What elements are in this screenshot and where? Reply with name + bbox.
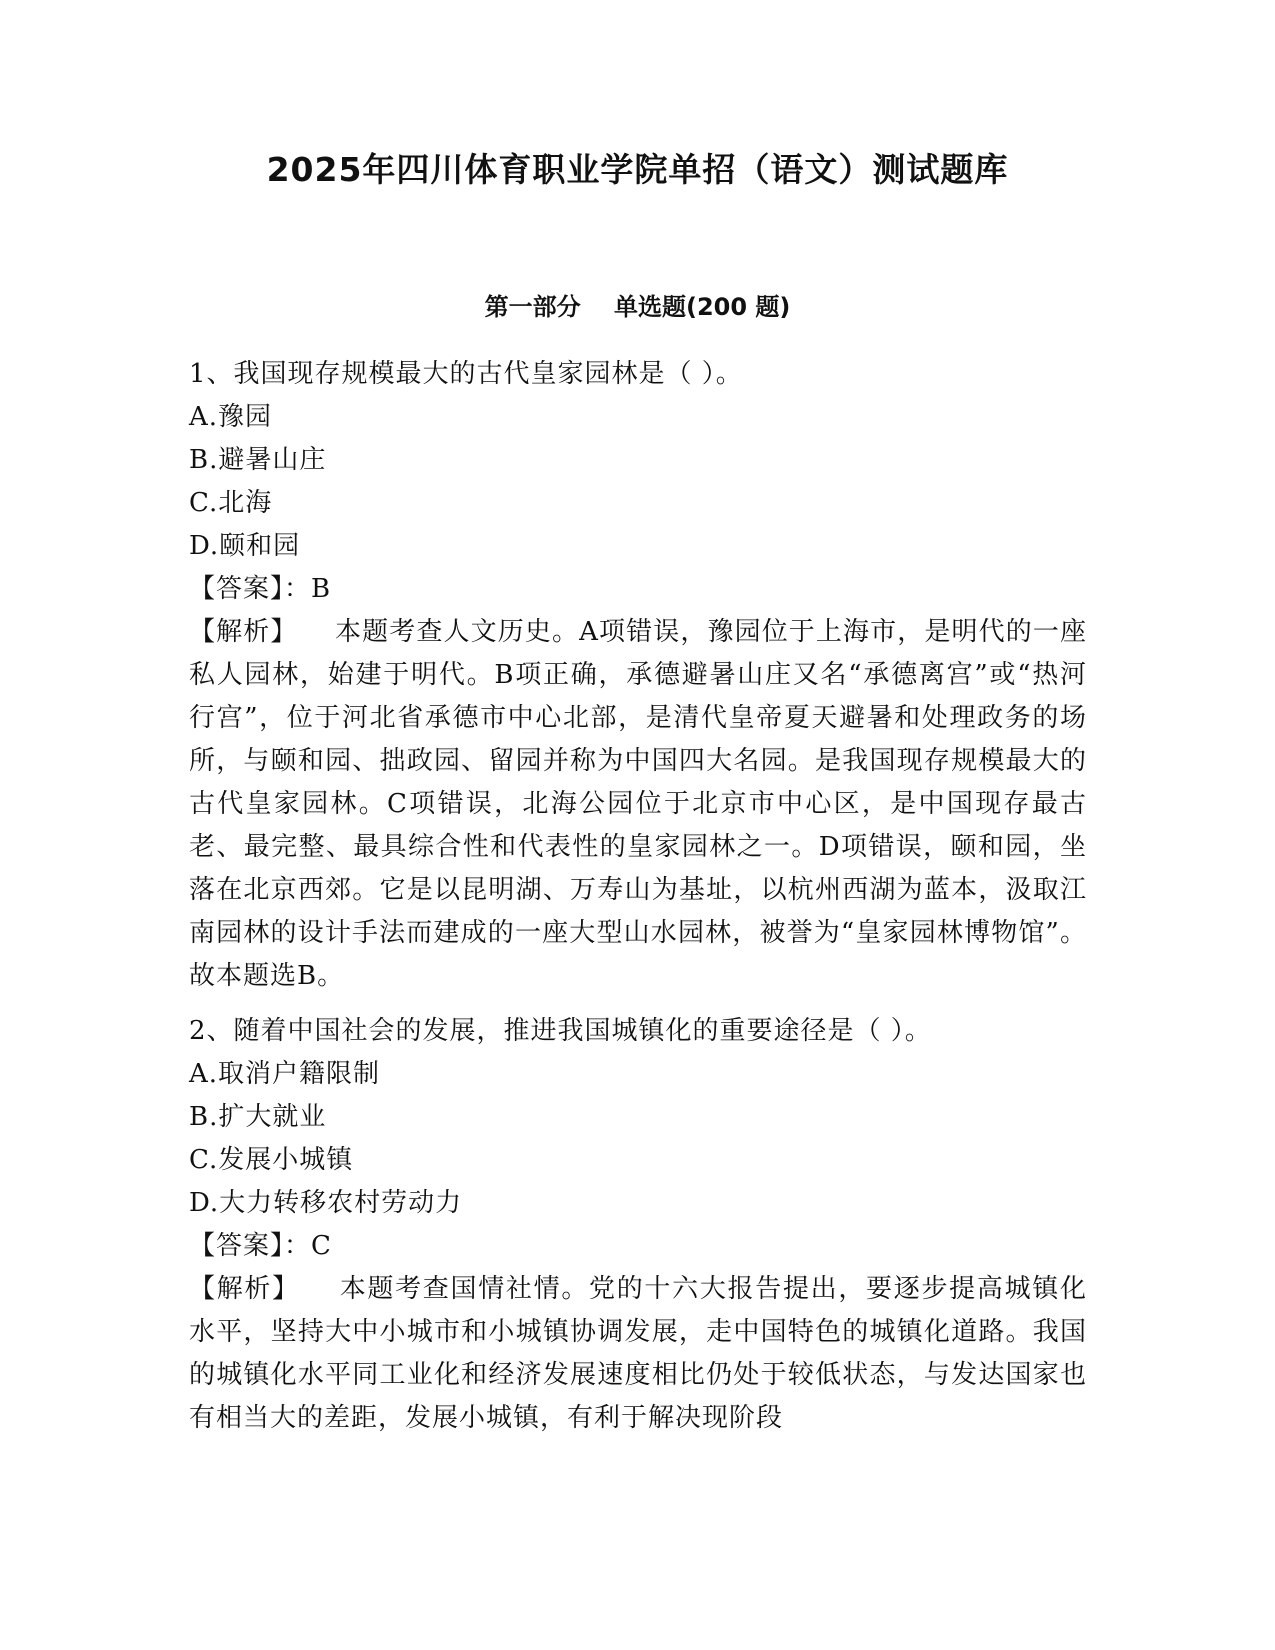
option-d: D.大力转移农村劳动力 — [189, 1188, 463, 1218]
analysis-text: 本题考查人文历史。A项错误，豫园位于上海市，是明代的一座私人园林，始建于明代。B项正确，承德避暑山庄又名“承德离宫”或“热河行宫”，位于河北省承德市中心北部，是清代皇帝夏天避暑和处理政务的场所，与颐和园、拙政园、留园并称为中国四大名园。是我国现存规模最大的古代皇家园林。C项错误，北海公园位于北京市中心区，是中国现存最古老、最完整、最具综合性和代表性的皇家园林之一。D项错误，颐和园，坐落在北京西郊。它是以昆明湖、万寿山为基址，以杭州西湖为蓝本，汲取江南园林的设计手法而建成的一座大型山水园林，被誉为“皇家园林博物馆”。故本题选B。 — [189, 617, 1087, 991]
answer-label: 【答案】： — [189, 1231, 312, 1261]
analysis-text: 本题考查国情社情。党的十六大报告提出，要逐步提高城镇化水平，坚持大中小城市和小城镇协调发展，走中国特色的城镇化道路。我国的城镇化水平同工业化和经济发展速度相比仍处于较低状态，与发达国家也有相当大的差距，发展小城镇，有利于解决现阶段 — [189, 1274, 1087, 1433]
analysis-paragraph — [189, 1268, 1087, 1440]
answer-value: C — [311, 1231, 332, 1261]
questions-content — [189, 353, 1087, 1452]
option-c: C.发展小城镇 — [189, 1145, 354, 1175]
option-a: A.取消户籍限制 — [189, 1059, 381, 1089]
question-2 — [189, 1010, 1087, 1440]
analysis-label: 【解析】 — [189, 1274, 340, 1304]
question-stem: 1、我国现存规模最大的古代皇家园林是（ ）。 — [189, 359, 743, 389]
answer-line — [189, 1225, 1087, 1268]
answer-value: B — [311, 574, 332, 604]
option-b: B.避暑山庄 — [189, 445, 327, 475]
question-1 — [189, 353, 1087, 998]
option-b: B.扩大就业 — [189, 1102, 327, 1132]
option-a: A.豫园 — [189, 402, 273, 432]
option-c: C.北海 — [189, 488, 273, 518]
answer-line — [189, 568, 1087, 611]
question-stem: 2、随着中国社会的发展，推进我国城镇化的重要途径是（ ）。 — [189, 1016, 932, 1046]
answer-label: 【答案】： — [189, 574, 312, 604]
option-d: D.颐和园 — [189, 531, 301, 561]
section-title: 第一部分 单选题(200 题) — [484, 293, 791, 321]
analysis-paragraph — [189, 611, 1087, 998]
analysis-label: 【解析】 — [189, 617, 336, 647]
document-title: 2025年四川体育职业学院单招（语文）测试题库 — [266, 150, 1009, 189]
